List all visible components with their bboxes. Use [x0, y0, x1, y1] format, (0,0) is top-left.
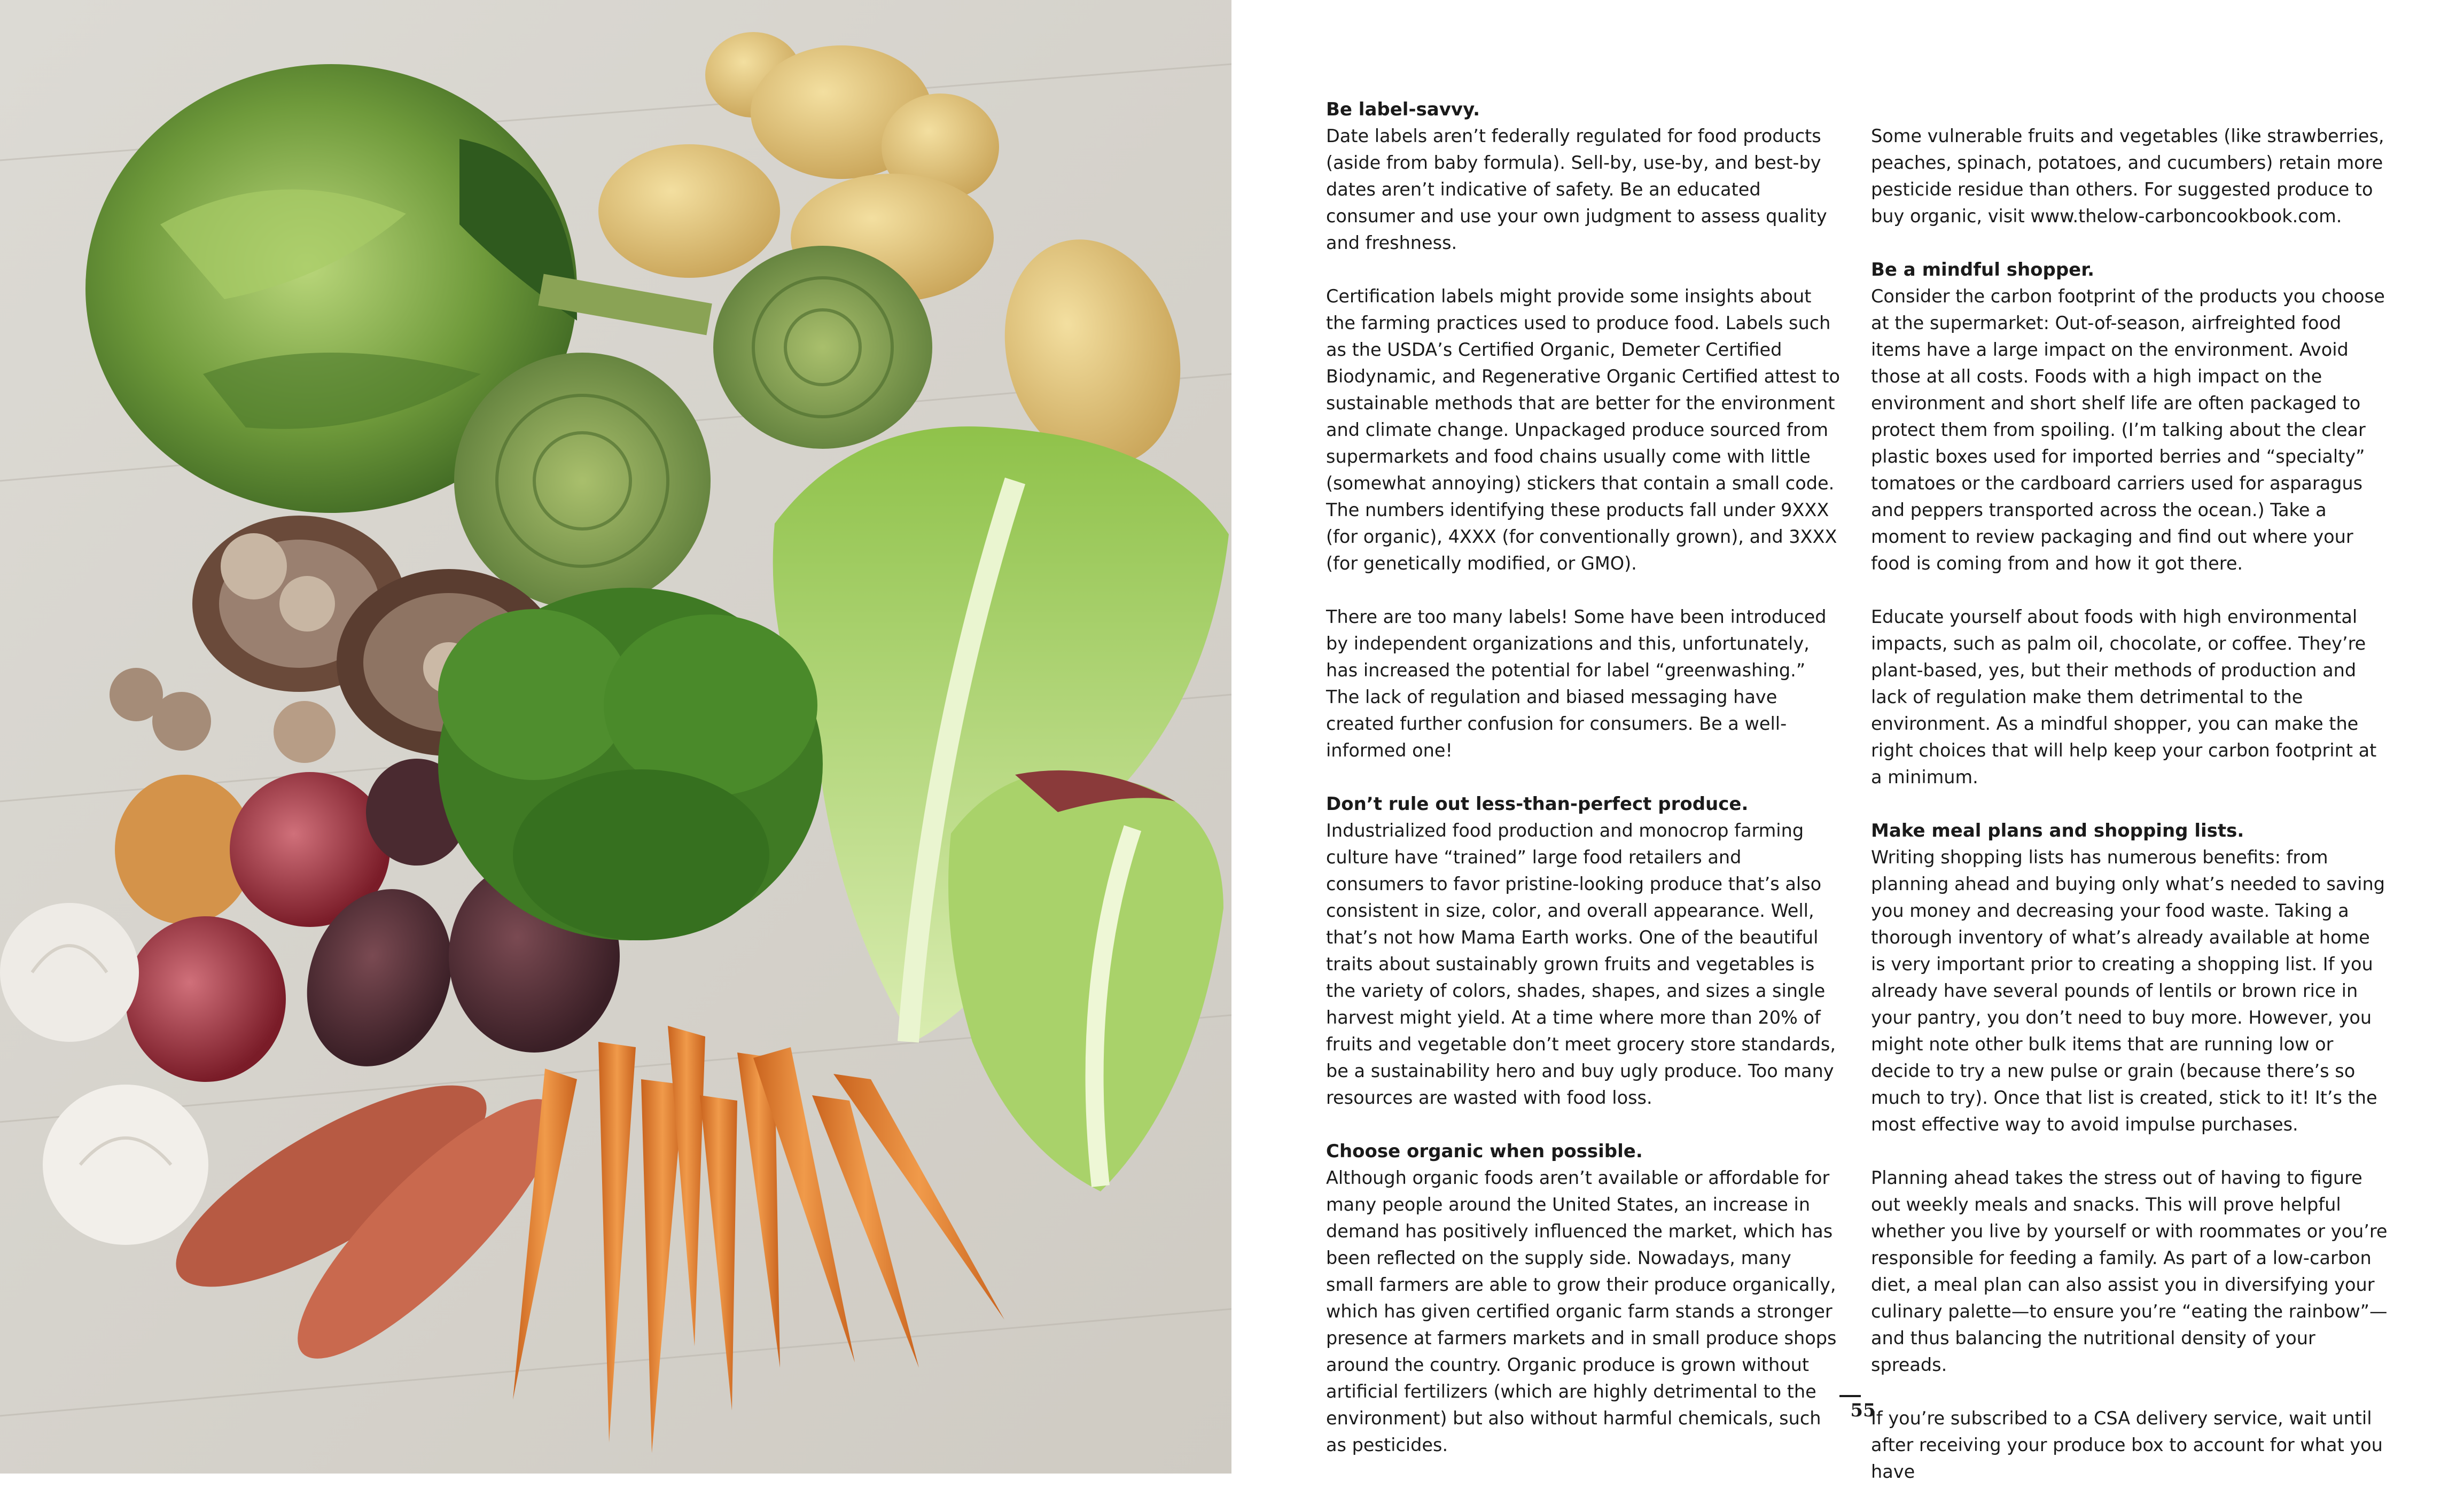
- paragraph: There are too many labels! Some have been introduced by independent organizations and this, unfortunately, has increased the potential for label “greenwashing.” The lack of regulation and biased messaging have created further confusion for consumers. Be a well-informed one!: [1326, 606, 1827, 761]
- text-column-left: [1326, 96, 1844, 1485]
- section-less-than-perfect-produce: [1326, 791, 1844, 1111]
- section-heading: Be a mindful shopper.: [1871, 259, 2095, 280]
- section-organic-continued: [1871, 123, 2389, 230]
- section-heading: Be label-savvy.: [1326, 99, 1480, 120]
- page-number-rule: [1839, 1395, 1861, 1397]
- paragraph: Writing shopping lists has numerous benefits: from planning ahead and buying only what’s needed to saving you money and decreasing your food waste. Taking a thorough inventory of what’s already available at home is very important prior to creating a shopping list. If you already have several pounds of lentils or brown rice in your pantry, you don’t need to buy more. However, you might note other bulk items that are running low or decide to try a new pulse or grain (because there’s so much to try). Once that list is created, stick to it! It’s the most effective way to avoid impulse purchases.: [1871, 847, 2385, 1135]
- page-number: 55: [1850, 1400, 1876, 1421]
- section-heading: Don’t rule out less-than-perfect produce.: [1326, 793, 1749, 815]
- section-choose-organic: [1326, 1138, 1844, 1459]
- paragraph: Certification labels might provide some insights about the farming practices used to produce food. Labels such as the USDA’s Certified Organic, Demeter Certified Biodynamic, and Regenerative Organic Certified attest to sustainable methods that are better for the environment and climate change. Unpackaged produce sourced from supermarkets and food chains usually come with little (somewhat annoying) stickers that contain a small code. The numbers identifying these products fall under 9XXX (for organic), 4XXX (for conventionally grown), and 3XXX (for genetically modified, or GMO).: [1326, 286, 1840, 574]
- paragraph: Educate yourself about foods with high environmental impacts, such as palm oil, chocolate, or coffee. They’re plant-based, yes, but their methods of production and lack of regulation make them detrimental to the environment. As a mindful shopper, you can make the right choices that will help keep your carbon footprint at a minimum.: [1871, 606, 2377, 788]
- paragraph: Date labels aren’t federally regulated for food products (aside from baby formula). Sell-by, use-by, and best-by dates aren’t indicative of safety. Be an educated consumer and use your own judgment to assess quality and freshness.: [1326, 126, 1827, 253]
- paragraph: If you’re subscribed to a CSA delivery service, wait until after receiving your produce box to account for what you have: [1871, 1408, 2383, 1482]
- text-page: [1231, 0, 2464, 1482]
- section-mindful-shopper: [1871, 256, 2389, 791]
- section-heading: Choose organic when possible.: [1326, 1141, 1643, 1162]
- produce-photo: [0, 0, 1231, 1474]
- paragraph: Planning ahead takes the stress out of having to figure out weekly meals and snacks. This will prove helpful whether you live by yourself or with roommates or you’re responsible for feeding a family. As part of a low-carbon diet, a meal plan can also assist you in diversifying your culinary palette—to ensure you’re “eating the rainbow”—and thus balancing the nutritional density of your spreads.: [1871, 1167, 2388, 1375]
- paragraph: Industrialized food production and monocrop farming culture have “trained” large food retailers and consumers to favor pristine-looking produce that’s also consistent in size, color, and overall appearance. Well, that’s not how Mama Earth works. One of the beautiful traits about sustainably grown fruits and vegetables is the variety of colors, shades, shapes, and sizes a single harvest might yield. At a time where more than 20% of fruits and vegetable don’t meet grocery store standards, be a sustainability hero and buy ugly produce. Too many resources are wasted with food loss.: [1326, 820, 1836, 1108]
- paragraph: Although organic foods aren’t available or affordable for many people around the United States, an increase in demand has positively influenced the market, which has been reflected on the supply side. Nowadays, many small farmers are able to grow their produce organically, which has given certified organic farm stands a stronger presence at farmers markets and in small produce shops around the country. Organic produce is grown without artificial fertilizers (which are highly detrimental to the environment) but also without harmful chemicals, such as pesticides.: [1326, 1167, 1837, 1455]
- section-be-label-savvy: [1326, 96, 1844, 764]
- section-meal-plans: [1871, 817, 2389, 1485]
- paragraph: Consider the carbon footprint of the products you choose at the supermarket: Out-of-season, airfreighted food items have a large impact on the environment. Avoid those at all costs. Foods with a high impact on the environment and short shelf life are often packaged to protect them from spoiling. (I’m talking about the clear plastic boxes used for imported berries and “specialty” tomatoes or the cardboard carriers used for asparagus and peppers transported across the ocean.) Take a moment to review packaging and find out where your food is coming from and how it got there.: [1871, 286, 2385, 574]
- produce-photo-illustration: [0, 0, 1231, 1474]
- text-column-right: [1871, 123, 2389, 1512]
- section-heading: Make meal plans and shopping lists.: [1871, 820, 2244, 841]
- paragraph: Some vulnerable fruits and vegetables (like strawberries, peaches, spinach, potatoes, and cucumbers) retain more pesticide residue than others. For suggested produce to buy organic, visit www.thelow-carboncookbook.com.: [1871, 126, 2384, 227]
- carrot-greens: [438, 588, 823, 940]
